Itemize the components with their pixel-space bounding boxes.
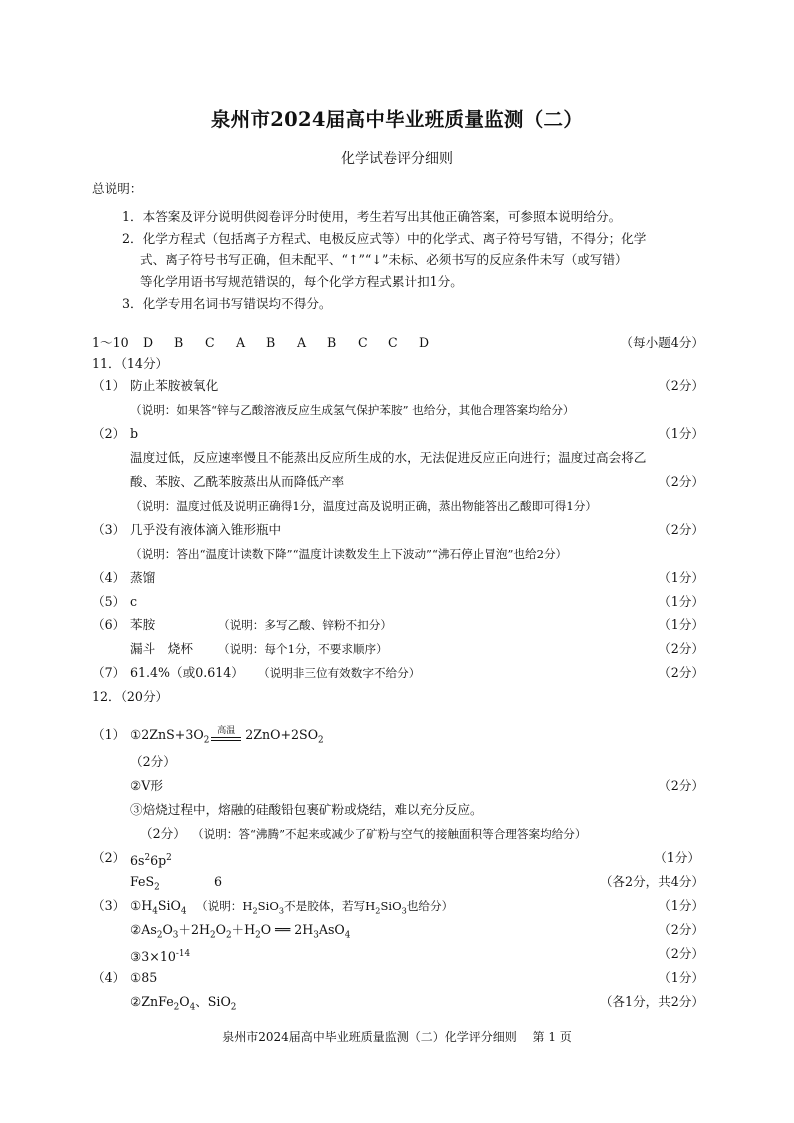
q11-p6b-score: （2分） bbox=[658, 641, 704, 656]
p3b-5: ＋H bbox=[231, 922, 256, 937]
q11-p6b-answer: 漏斗 烧杯 bbox=[130, 641, 193, 656]
p4b-1-sub: 2 bbox=[173, 1002, 180, 1013]
q11-p2-text-1: 温度过低，反应速率慢且不能蒸出反应所生成的水，无法促进反应正向进行；温度过高会将乙 bbox=[130, 450, 647, 465]
reaction-arrow-icon bbox=[211, 725, 241, 743]
q11-heading: 11．（14分） bbox=[92, 356, 169, 371]
p3a-sio: SiO bbox=[157, 898, 181, 913]
general-rule-2-end: 等化学用语书写规范错误的，每个化学方程式累计扣1分。 bbox=[140, 274, 463, 289]
mc-answer-6: A bbox=[297, 335, 307, 350]
p3a-h: ①H bbox=[130, 898, 153, 913]
general-rule-3: 3．化学专用名词书写错误均不得分。 bbox=[122, 296, 332, 311]
general-heading: 总说明： bbox=[92, 181, 143, 196]
p2b-fes-sub: 2 bbox=[154, 882, 160, 893]
q11-p1-note: （说明：如果答“锌与乙酸溶液反应生成氢气保护苯胺” 也给分，其他合理答案均给分） bbox=[130, 403, 575, 417]
p3a-sio-sub: 4 bbox=[180, 906, 187, 917]
q12-p2-answer bbox=[130, 849, 172, 870]
q11-p7-label: （7） bbox=[92, 665, 126, 680]
p3b-6-sub: 3 bbox=[313, 930, 319, 941]
q11-p1-score: （2分） bbox=[658, 378, 704, 393]
p2-6p-sup: 2 bbox=[166, 853, 172, 863]
q11-p3-note: （说明：答出“温度计读数下降”“温度计读数发生上下波动”“沸石停止冒泡”也给2分） bbox=[130, 547, 568, 561]
mc-answer-2: B bbox=[174, 335, 184, 350]
q12-p2b-number: 6 bbox=[214, 874, 223, 889]
p2b-fes: FeS bbox=[130, 874, 155, 889]
p3c-exponent: -14 bbox=[175, 949, 191, 959]
general-rule-1: 1．本答案及评分说明供阅卷评分时使用，考生若写出其他正确答案，可参照本说明给分。 bbox=[122, 209, 622, 224]
q12-p1-label: （1） bbox=[92, 727, 126, 742]
p3a-note-5: 也给分） bbox=[406, 899, 454, 913]
q11-p3-score: （2分） bbox=[658, 522, 704, 537]
q11-p2-text-2: 酸、苯胺、乙酰苯胺蒸出从而降低产率 bbox=[130, 474, 345, 489]
p3b-1: ②As bbox=[130, 922, 157, 937]
q11-p7-answer: 61.4%（或0.614） bbox=[130, 665, 244, 680]
q11-p6-label: （6） bbox=[92, 617, 126, 632]
eq1-reactants: ①2ZnS+3O bbox=[130, 727, 204, 742]
q11-p2-score: （1分） bbox=[658, 426, 704, 441]
q12-p2-label: （2） bbox=[92, 850, 126, 865]
q12-p4-label: （4） bbox=[92, 970, 126, 985]
p3a-note-2: SiO bbox=[257, 899, 279, 913]
p3b-6: O ══ 2H bbox=[260, 922, 314, 937]
p4b-2: O bbox=[179, 994, 190, 1009]
q11-p2-score-2: （2分） bbox=[658, 474, 704, 489]
p3a-note-sub-2: 3 bbox=[278, 905, 284, 916]
page-title: 泉州市2024届高中毕业班质量监测（二） bbox=[210, 108, 584, 131]
q11-p6b-note: （说明：每个1分，不要求顺序） bbox=[218, 642, 388, 656]
p3a-h-sub: 4 bbox=[152, 906, 158, 917]
q12-p3c-score: （2分） bbox=[658, 946, 704, 961]
q12-p3c-answer bbox=[130, 945, 190, 966]
q11-p4-answer: 蒸馏 bbox=[130, 570, 156, 585]
q12-heading: 12．（20分） bbox=[92, 689, 169, 704]
q12-p2b-formula bbox=[130, 873, 160, 897]
eq1-reactant-sub: 2 bbox=[203, 735, 210, 746]
q12-p1c-score: （2分） bbox=[140, 826, 186, 841]
q12-p1b-score: （2分） bbox=[658, 778, 704, 793]
q12-p3-label: （3） bbox=[92, 898, 126, 913]
p3b-3-sub: 2 bbox=[210, 930, 216, 941]
p3b-7: AsO bbox=[318, 922, 345, 937]
p4b-2-sub: 4 bbox=[189, 1002, 196, 1013]
q12-p3b-score: （2分） bbox=[658, 922, 704, 937]
mc-answer-3: C bbox=[205, 335, 215, 350]
p3a-note-3: 不是胶体，若写H bbox=[284, 899, 376, 913]
p3b-2: O bbox=[162, 922, 173, 937]
q12-p1c-note: （说明：答“沸腾”不起来或减少了矿粉与空气的接触面积等合理答案均给分） bbox=[192, 827, 587, 841]
q12-p3b-equation bbox=[130, 921, 350, 945]
q11-p2-answer: b bbox=[130, 426, 139, 441]
eq1-condition: 高温 bbox=[217, 725, 236, 736]
q11-p7-score: （2分） bbox=[658, 665, 704, 680]
q11-p5-label: （5） bbox=[92, 594, 126, 609]
p3b-2-sub: 3 bbox=[172, 930, 179, 941]
p4b-3-sub: 2 bbox=[230, 1002, 237, 1013]
p3b-1-sub: 2 bbox=[156, 930, 163, 941]
q12-p1b-answer: ②V形 bbox=[130, 778, 163, 793]
q12-p1c-answer: ③焙烧过程中，熔融的硅酸铅包裹矿粉或烧结，难以充分反应。 bbox=[130, 802, 483, 817]
mc-score: （每小题4分） bbox=[620, 335, 704, 350]
q11-p1-label: （1） bbox=[92, 378, 126, 393]
q11-p7-note: （说明非三位有效数字不给分） bbox=[258, 666, 421, 680]
p2-6s-sup: 2 bbox=[144, 853, 151, 863]
q11-p2-note: （说明：温度过低及说明正确得1分，温度过高及说明正确，蒸出物能答出乙酸即可得1分） bbox=[130, 499, 597, 513]
q11-p4-label: （4） bbox=[92, 570, 126, 585]
mc-answer-9: C bbox=[388, 335, 398, 350]
p3a-note-sub-4: 3 bbox=[401, 905, 407, 916]
q12-eq1-score: （2分） bbox=[130, 754, 176, 769]
q11-p3-answer: 几乎没有液体滴入锥形瓶中 bbox=[130, 522, 282, 537]
p3c-base: ③3×10 bbox=[130, 949, 176, 965]
p2-6p: 6p bbox=[150, 853, 167, 869]
mc-answer-10: D bbox=[419, 335, 430, 350]
q11-p4-score: （1分） bbox=[658, 570, 704, 585]
p3a-note-4: SiO bbox=[380, 899, 402, 913]
p3b-3: ＋2H bbox=[178, 922, 210, 937]
eq1-products: 2ZnO+2SO bbox=[245, 727, 319, 742]
mc-answer-5: B bbox=[266, 335, 276, 350]
q12-p4a-answer: ①85 bbox=[130, 970, 158, 985]
p3a-note-sub-1: 2 bbox=[252, 905, 258, 916]
p4b-3: 、SiO bbox=[195, 994, 231, 1009]
mc-answer-7: B bbox=[327, 335, 337, 350]
q11-p6-answer: 苯胺 bbox=[130, 617, 156, 632]
p3b-4: O bbox=[215, 922, 226, 937]
q12-p4b-score: （各1分，共2分） bbox=[599, 994, 704, 1009]
q11-p5-answer: c bbox=[130, 594, 138, 609]
q11-p6-score: （1分） bbox=[658, 617, 704, 632]
q12-p3a-score: （1分） bbox=[658, 898, 704, 913]
p3b-5-sub: 2 bbox=[255, 930, 261, 941]
q11-p3-label: （3） bbox=[92, 522, 126, 537]
mc-answer-8: C bbox=[358, 335, 368, 350]
general-rule-2: 2．化学方程式（包括离子方程式、电极反应式等）中的化学式、离子符号写错，不得分；化学 bbox=[122, 231, 647, 246]
q12-p4b-answer bbox=[130, 993, 236, 1017]
p3b-4-sub: 2 bbox=[225, 930, 232, 941]
q11-p2-label: （2） bbox=[92, 426, 126, 441]
q12-p2-score: （1分） bbox=[654, 850, 700, 865]
q11-p1-answer: 防止苯胺被氧化 bbox=[130, 378, 219, 393]
p3a-note-sub-3: 2 bbox=[375, 905, 381, 916]
page-subtitle: 化学试卷评分细则 bbox=[341, 151, 453, 167]
mc-range: 1～10 bbox=[92, 335, 129, 350]
q11-p5-score: （1分） bbox=[658, 594, 704, 609]
q12-p3a-answer bbox=[130, 897, 186, 921]
p3a-note-1: （说明：H bbox=[196, 899, 253, 913]
page-footer: 泉州市2024届高中毕业班质量监测（二）化学评分细则 第 1 页 bbox=[222, 1030, 572, 1044]
mc-answer-4: A bbox=[236, 335, 246, 350]
p4b-1: ②ZnFe bbox=[130, 994, 174, 1009]
p3b-7-sub: 4 bbox=[344, 930, 351, 941]
p2-6s: 6s bbox=[130, 853, 145, 869]
q12-equation-1 bbox=[130, 726, 324, 750]
eq1-product-sub: 2 bbox=[318, 735, 324, 746]
q12-p2b-score: （各2分，共4分） bbox=[599, 874, 704, 889]
general-rule-2-cont: 式、离子符号书写正确，但未配平、“↑”“↓”未标、必须书写的反应条件未写（或写错） bbox=[140, 252, 628, 267]
q11-p6-note: （说明：多写乙酸、锌粉不扣分） bbox=[218, 618, 392, 632]
mc-answer-1: D bbox=[143, 335, 154, 350]
q12-p3a-note bbox=[196, 897, 453, 919]
q12-p4a-score: （1分） bbox=[658, 970, 704, 985]
